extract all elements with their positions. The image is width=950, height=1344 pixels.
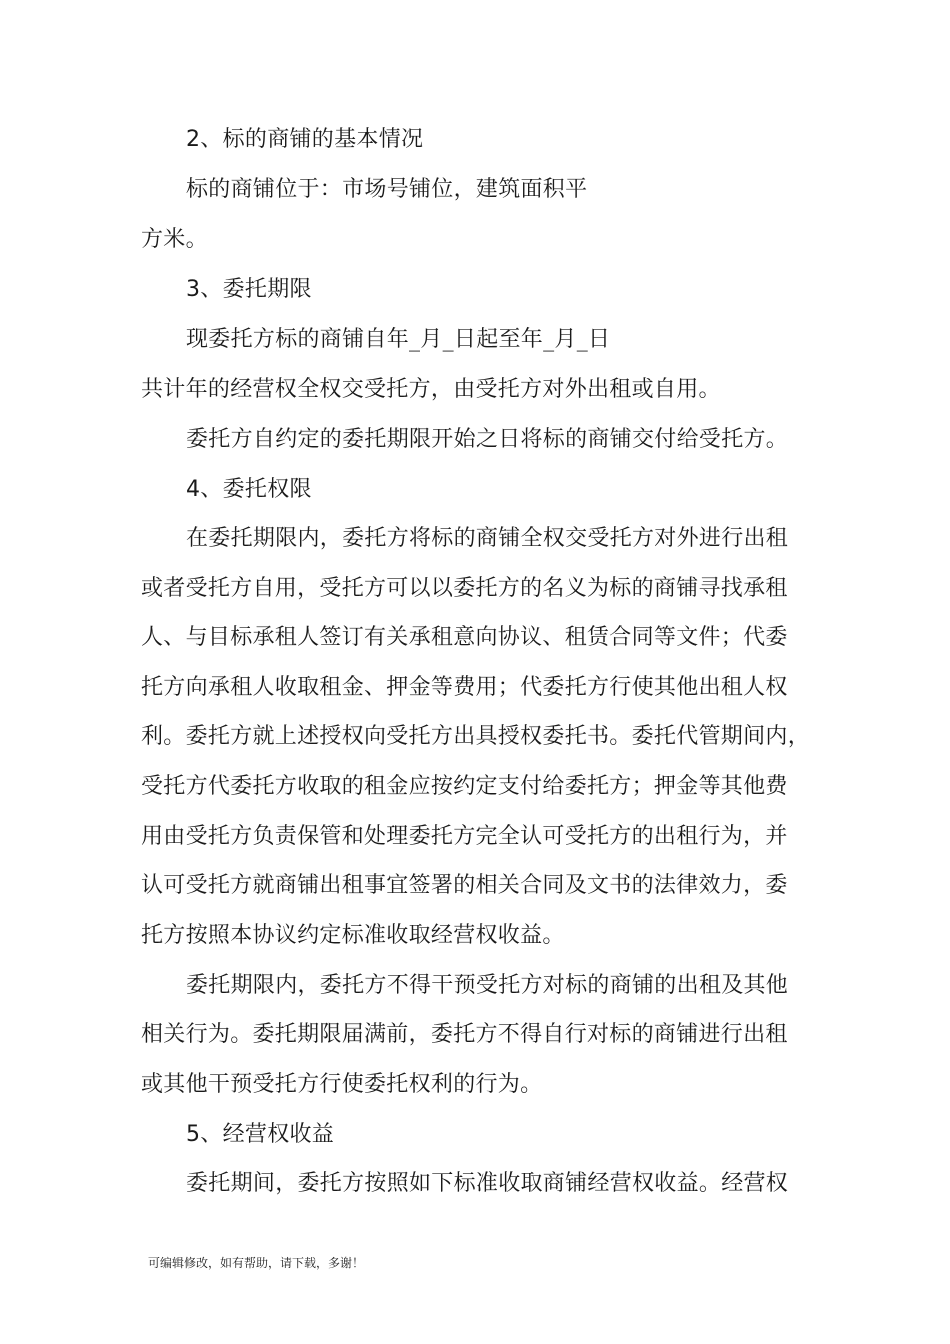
- paragraph-line: 方米。: [141, 227, 208, 252]
- paragraph-line: 相关行为。委托期限届满前，委托方不得自行对标的商铺进行出租: [141, 1022, 788, 1047]
- footer-note: 可编辑修改，如有帮助，请下载，多谢！: [148, 1256, 365, 1270]
- paragraph-line: 利。委托方就上述授权向受托方出具授权委托书。委托代管期间内，: [141, 724, 811, 749]
- section-5-heading: 5、经营权收益: [186, 1122, 335, 1147]
- section-2-heading: 2、标的商铺的基本情况: [186, 127, 424, 152]
- paragraph-line: 共计年的经营权全权交受托方，由受托方对外出租或自用。: [141, 377, 721, 402]
- paragraph-line: 委托方自约定的委托期限开始之日将标的商铺交付给受托方。: [186, 427, 789, 452]
- paragraph-line: 用由受托方负责保管和处理委托方完全认可受托方的出租行为，并: [141, 824, 788, 849]
- paragraph-line: 人、与目标承租人签订有关承租意向协议、租赁合同等文件；代委: [141, 625, 788, 650]
- paragraph-line: 或其他干预受托方行使委托权利的行为。: [141, 1072, 543, 1097]
- paragraph-line: 委托期间，委托方按照如下标准收取商铺经营权收益。经营权: [186, 1171, 789, 1196]
- paragraph-line: 受托方代委托方收取的租金应按约定支付给委托方；押金等其他费: [141, 774, 788, 799]
- paragraph-line: 认可受托方就商铺出租事宜签署的相关合同及文书的法律效力，委: [141, 873, 788, 898]
- section-4-heading: 4、委托权限: [186, 477, 312, 502]
- paragraph-line: 现委托方标的商铺自年_月_日起至年_月_日: [186, 327, 611, 352]
- paragraph-line: 委托期限内，委托方不得干预受托方对标的商铺的出租及其他: [186, 973, 789, 998]
- paragraph-line: 标的商铺位于：市场号铺位，建筑面积平: [186, 177, 588, 202]
- paragraph-line: 托方向承租人收取租金、押金等费用；代委托方行使其他出租人权: [141, 675, 788, 700]
- paragraph-line: 在委托期限内，委托方将标的商铺全权交受托方对外进行出租: [186, 526, 789, 551]
- paragraph-line: 托方按照本协议约定标准收取经营权收益。: [141, 923, 565, 948]
- paragraph-line: 或者受托方自用，受托方可以以委托方的名义为标的商铺寻找承租: [141, 576, 788, 601]
- section-3-heading: 3、委托期限: [186, 277, 312, 302]
